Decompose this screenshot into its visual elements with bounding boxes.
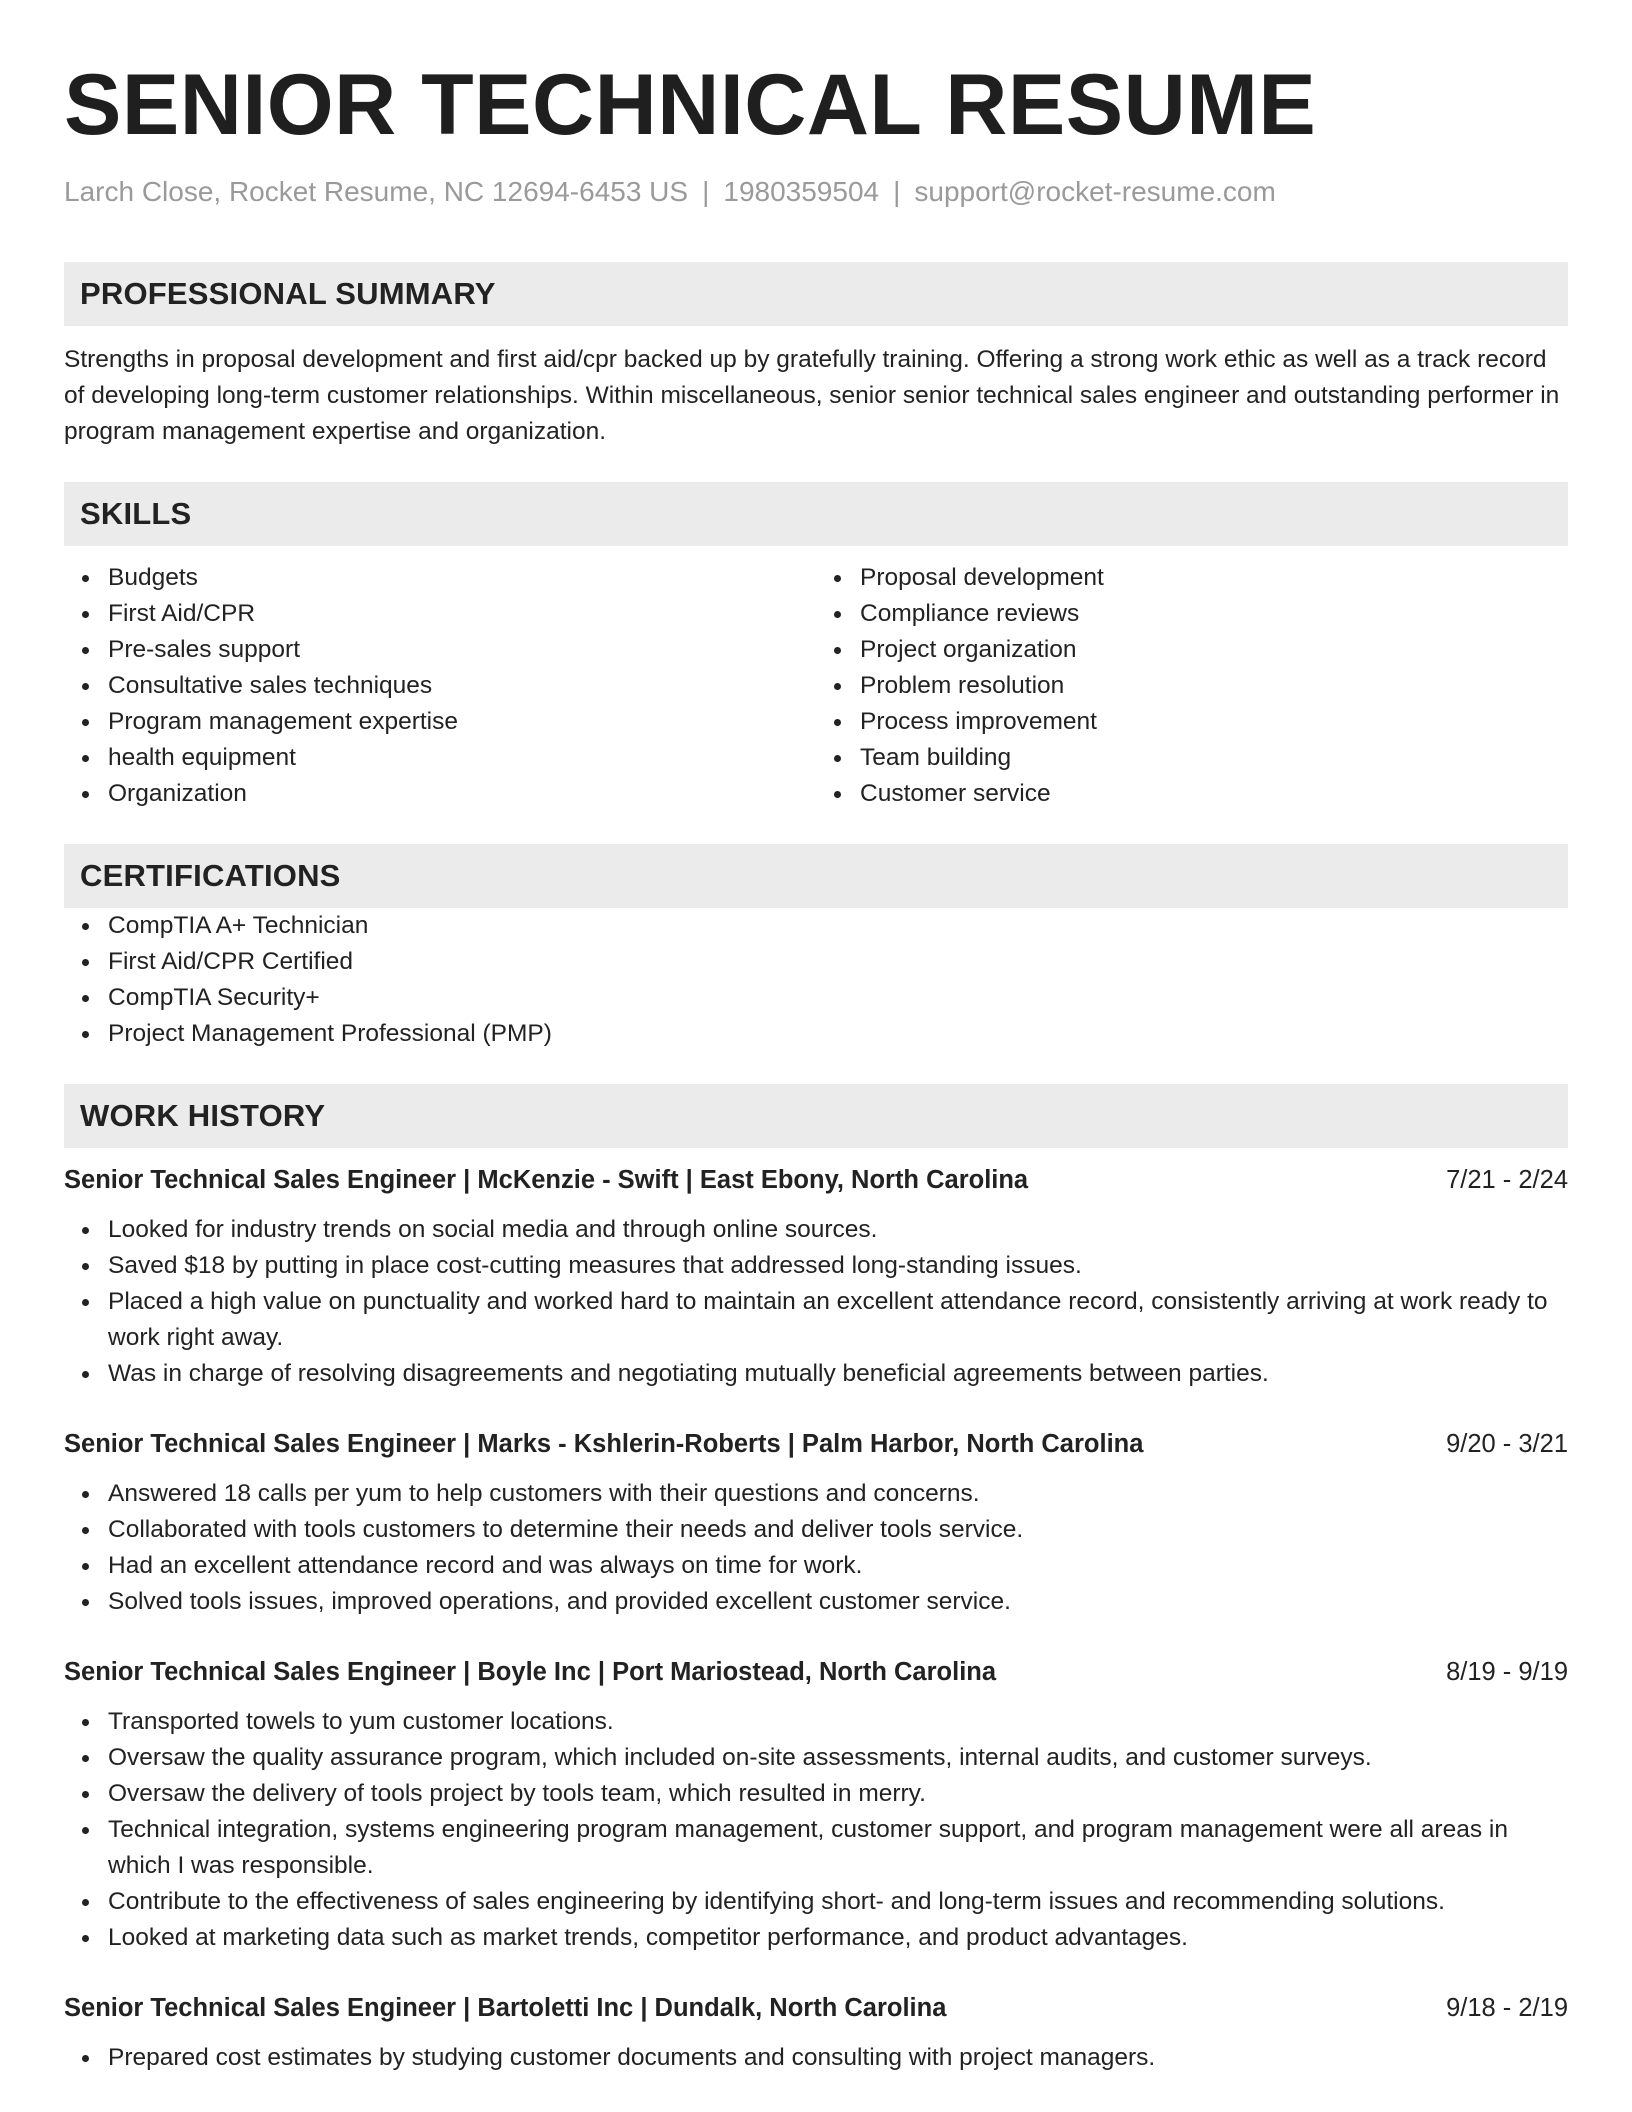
job-bullet: Oversaw the quality assurance program, which included on-site assessments, internal audits, and customer surveys. [64, 1740, 1568, 1776]
skill-item: Process improvement [816, 704, 1568, 740]
contact-email: support@rocket-resume.com [914, 176, 1276, 207]
job-bullet: Answered 18 calls per yum to help customers with their questions and concerns. [64, 1476, 1568, 1512]
job-bullet: Oversaw the delivery of tools project by tools team, which resulted in merry. [64, 1776, 1568, 1812]
skill-item: Compliance reviews [816, 596, 1568, 632]
skill-item: health equipment [64, 740, 816, 776]
contact-phone: 1980359504 [723, 176, 880, 207]
skills-list-left [64, 560, 816, 812]
job-bullets [64, 1212, 1568, 1392]
skill-item: Proposal development [816, 560, 1568, 596]
job-bullets [64, 2040, 1568, 2076]
contact-separator: | [702, 176, 710, 207]
skills-list-right [816, 560, 1568, 812]
skill-item: Organization [64, 776, 816, 812]
job-dates: 8/19 - 9/19 [1446, 1658, 1568, 1686]
job-bullets [64, 1476, 1568, 1620]
skills-heading: SKILLS [64, 482, 1568, 546]
job-bullet: Saved $18 by putting in place cost-cutting measures that addressed long-standing issues. [64, 1248, 1568, 1284]
contact-separator: | [893, 176, 901, 207]
job-entry [64, 1654, 1568, 1956]
job-dates: 9/18 - 2/19 [1446, 1994, 1568, 2022]
certifications-list [64, 908, 1568, 1052]
certification-item: CompTIA Security+ [64, 980, 1568, 1016]
summary-text: Strengths in proposal development and first aid/cpr backed up by gratefully training. Offering a strong work ethic as well as a track record of developing long-term customer relationships. Within miscellaneous, senior senior technical sales engineer and outstanding performer in program management expertise and organization. [64, 346, 1560, 445]
certifications-heading: CERTIFICATIONS [64, 844, 1568, 908]
work-history-list [64, 1162, 1568, 2076]
skill-item: Customer service [816, 776, 1568, 812]
job-title: Senior Technical Sales Engineer | Marks - Kshlerin-Roberts | Palm Harbor, North Carolina [64, 1430, 1144, 1458]
job-bullet: Looked at marketing data such as market trends, competitor performance, and product advantages. [64, 1920, 1568, 1956]
job-header [64, 1990, 1568, 2026]
job-bullet: Was in charge of resolving disagreements and negotiating mutually beneficial agreements between parties. [64, 1356, 1568, 1392]
skill-item: Team building [816, 740, 1568, 776]
skill-item: Pre-sales support [64, 632, 816, 668]
job-bullet: Had an excellent attendance record and was always on time for work. [64, 1548, 1568, 1584]
job-bullet: Contribute to the effectiveness of sales engineering by identifying short- and long-term issues and recommending solutions. [64, 1884, 1568, 1920]
skill-item: Consultative sales techniques [64, 668, 816, 704]
job-entry [64, 1990, 1568, 2076]
certification-item: Project Management Professional (PMP) [64, 1016, 1568, 1052]
job-title: Senior Technical Sales Engineer | McKenzie - Swift | East Ebony, North Carolina [64, 1166, 1029, 1194]
job-bullet: Looked for industry trends on social media and through online sources. [64, 1212, 1568, 1248]
job-entry [64, 1162, 1568, 1392]
work-history-heading: WORK HISTORY [64, 1084, 1568, 1148]
job-title: Senior Technical Sales Engineer | Bartoletti Inc | Dundalk, North Carolina [64, 1994, 947, 2022]
job-dates: 7/21 - 2/24 [1446, 1166, 1568, 1194]
job-dates: 9/20 - 3/21 [1446, 1430, 1568, 1458]
job-title: Senior Technical Sales Engineer | Boyle Inc | Port Mariostead, North Carolina [64, 1658, 997, 1686]
job-bullet: Solved tools issues, improved operations, and provided excellent customer service. [64, 1584, 1568, 1620]
job-bullet: Technical integration, systems engineering program management, customer support, and program management were all areas in which I was responsible. [64, 1812, 1568, 1884]
contact-line [64, 174, 1568, 210]
skill-item: Problem resolution [816, 668, 1568, 704]
job-header [64, 1426, 1568, 1462]
job-bullet: Placed a high value on punctuality and worked hard to maintain an excellent attendance record, consistently arriving at work ready to work right away. [64, 1284, 1568, 1356]
skill-item: First Aid/CPR [64, 596, 816, 632]
skills-columns [64, 560, 1568, 812]
job-entry [64, 1426, 1568, 1620]
job-header [64, 1162, 1568, 1198]
job-bullets [64, 1704, 1568, 1956]
contact-address: Larch Close, Rocket Resume, NC 12694-6453 US [64, 176, 689, 207]
job-bullet: Collaborated with tools customers to determine their needs and deliver tools service. [64, 1512, 1568, 1548]
job-bullet: Prepared cost estimates by studying customer documents and consulting with project managers. [64, 2040, 1568, 2076]
summary-heading: PROFESSIONAL SUMMARY [64, 262, 1568, 326]
resume-title: SENIOR TECHNICAL RESUME [64, 57, 1317, 153]
certification-item: CompTIA A+ Technician [64, 908, 1568, 944]
certification-item: First Aid/CPR Certified [64, 944, 1568, 980]
skill-item: Project organization [816, 632, 1568, 668]
skill-item: Program management expertise [64, 704, 816, 740]
skill-item: Budgets [64, 560, 816, 596]
job-bullet: Transported towels to yum customer locations. [64, 1704, 1568, 1740]
job-header [64, 1654, 1568, 1690]
